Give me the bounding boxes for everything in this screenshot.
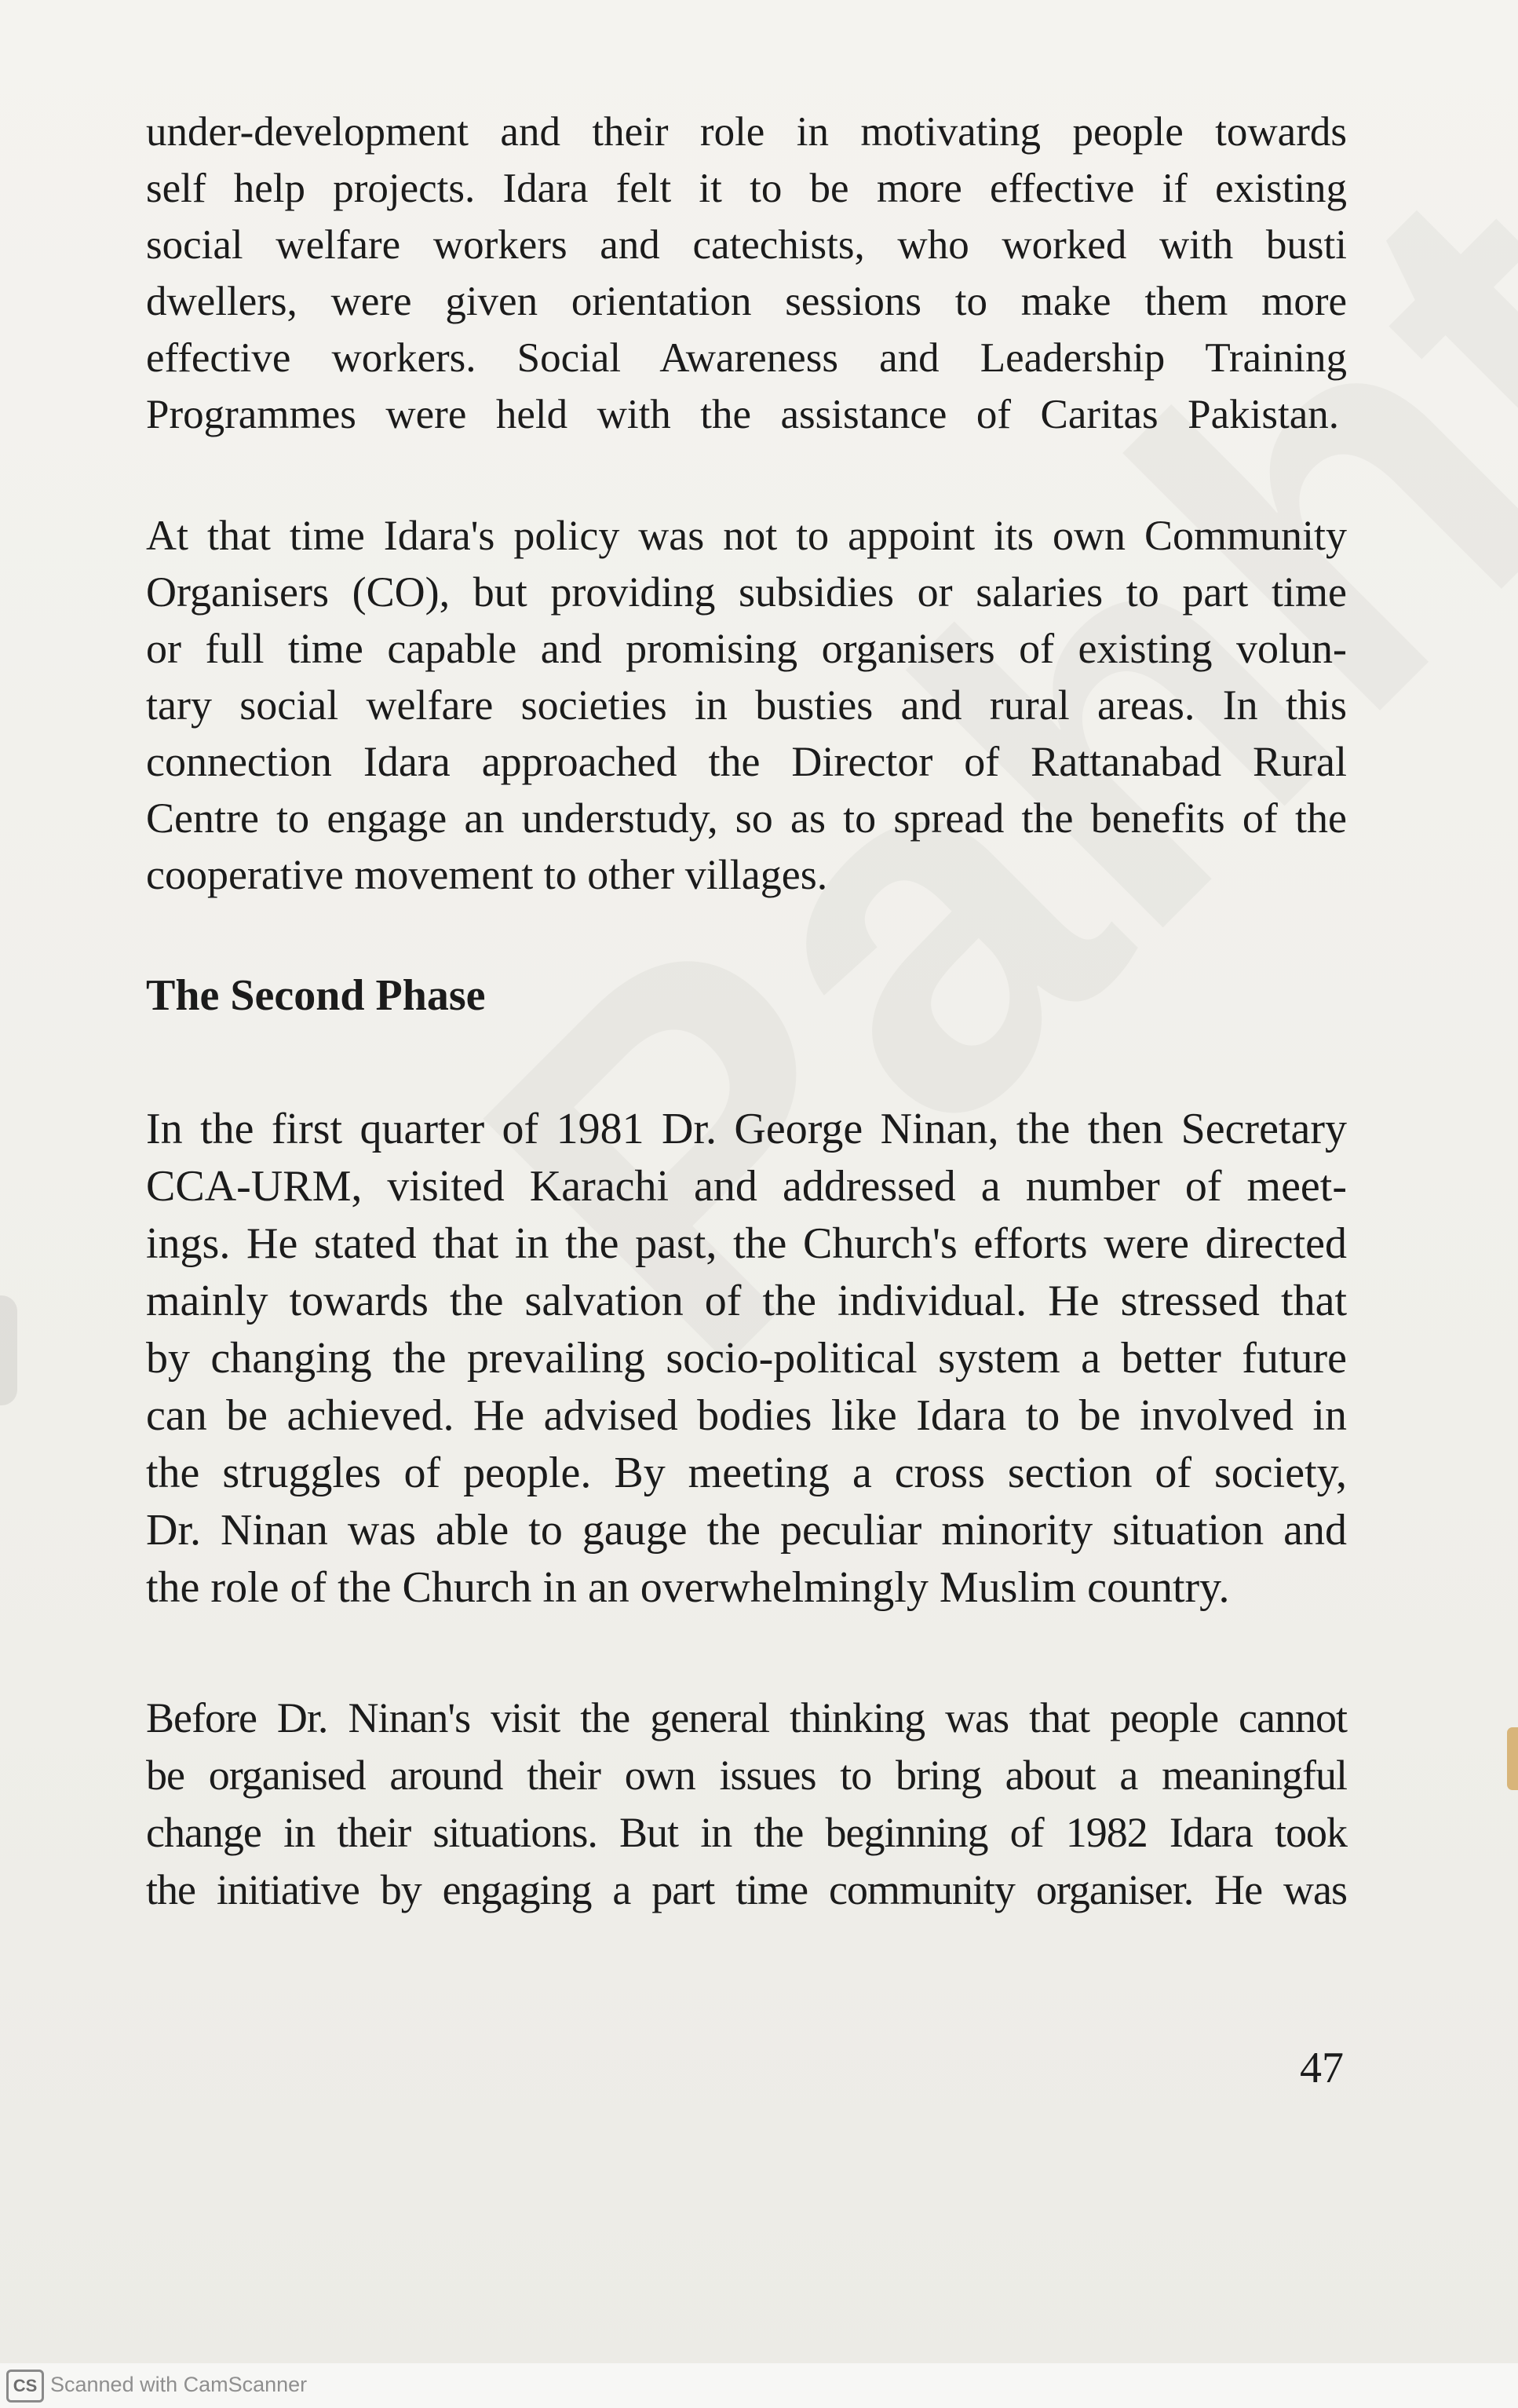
page-edge-mark — [1507, 1727, 1518, 1790]
page-edge-shadow — [0, 1295, 17, 1405]
text-line: At that time Idara's policy was not to appoint its own Community — [146, 512, 1347, 559]
text-line: Dr. Ninan was able to gauge the peculiar minority situation and — [146, 1506, 1347, 1555]
text-line: can be achieved. He advised bodies like Idara to be involved in — [146, 1391, 1347, 1440]
text-line: Before Dr. Ninan's visit the general thinking was that people cannot — [146, 1694, 1347, 1741]
text-line: cooperative movement to other villages. — [146, 851, 828, 898]
text-line: or full time capable and promising organisers of existing volun- — [146, 625, 1347, 672]
text-line: the struggles of people. By meeting a cross section of society, — [146, 1449, 1347, 1497]
text-line: mainly towards the salvation of the individual. He stressed that — [146, 1277, 1347, 1325]
camscanner-logo-icon: CS — [6, 2370, 44, 2403]
text-line: Organisers (CO), but providing subsidies or salaries to part time — [146, 568, 1347, 616]
text-line: by changing the prevailing socio-political system a better future — [146, 1334, 1347, 1383]
page-number: 47 — [1300, 2044, 1344, 2092]
text-line: ings. He stated that in the past, the Church's efforts were directed — [146, 1219, 1347, 1268]
text-line: In the first quarter of 1981 Dr. George Ninan, the then Secretary — [146, 1105, 1347, 1153]
text-line: change in their situations. But in the beginning of 1982 Idara took — [146, 1809, 1347, 1856]
text-line: dwellers, were given orientation sessions to make them more — [146, 279, 1347, 324]
text-line: effective workers. Social Awareness and Leadership Training — [146, 335, 1347, 381]
text-line: CCA-URM, visited Karachi and addressed a number of meet- — [146, 1162, 1347, 1211]
scanner-label: Scanned with CamScanner — [50, 2373, 308, 2396]
text-line: Programmes were held with the assistance of Caritas Pakistan. — [146, 392, 1339, 437]
text-line: be organised around their own issues to bring about a meaningful — [146, 1752, 1347, 1799]
text-line: the role of the Church in an overwhelmingly Muslim country. — [146, 1563, 1230, 1612]
text-line: tary social welfare societies in busties and rural areas. In this — [146, 681, 1347, 729]
text-line: self help projects. Idara felt it to be more effective if existing — [146, 166, 1347, 211]
text-line: Centre to engage an understudy, so as to spread the benefits of the — [146, 795, 1347, 842]
text-line: social welfare workers and catechists, who worked with busti — [146, 222, 1347, 268]
text-line: the initiative by engaging a part time community organiser. He was — [146, 1866, 1347, 1913]
text-line: connection Idara approached the Director of Rattanabad Rural — [146, 738, 1347, 785]
section-heading: The Second Phase — [146, 971, 486, 1020]
text-line: under-development and their role in motivating people towards — [146, 109, 1347, 155]
